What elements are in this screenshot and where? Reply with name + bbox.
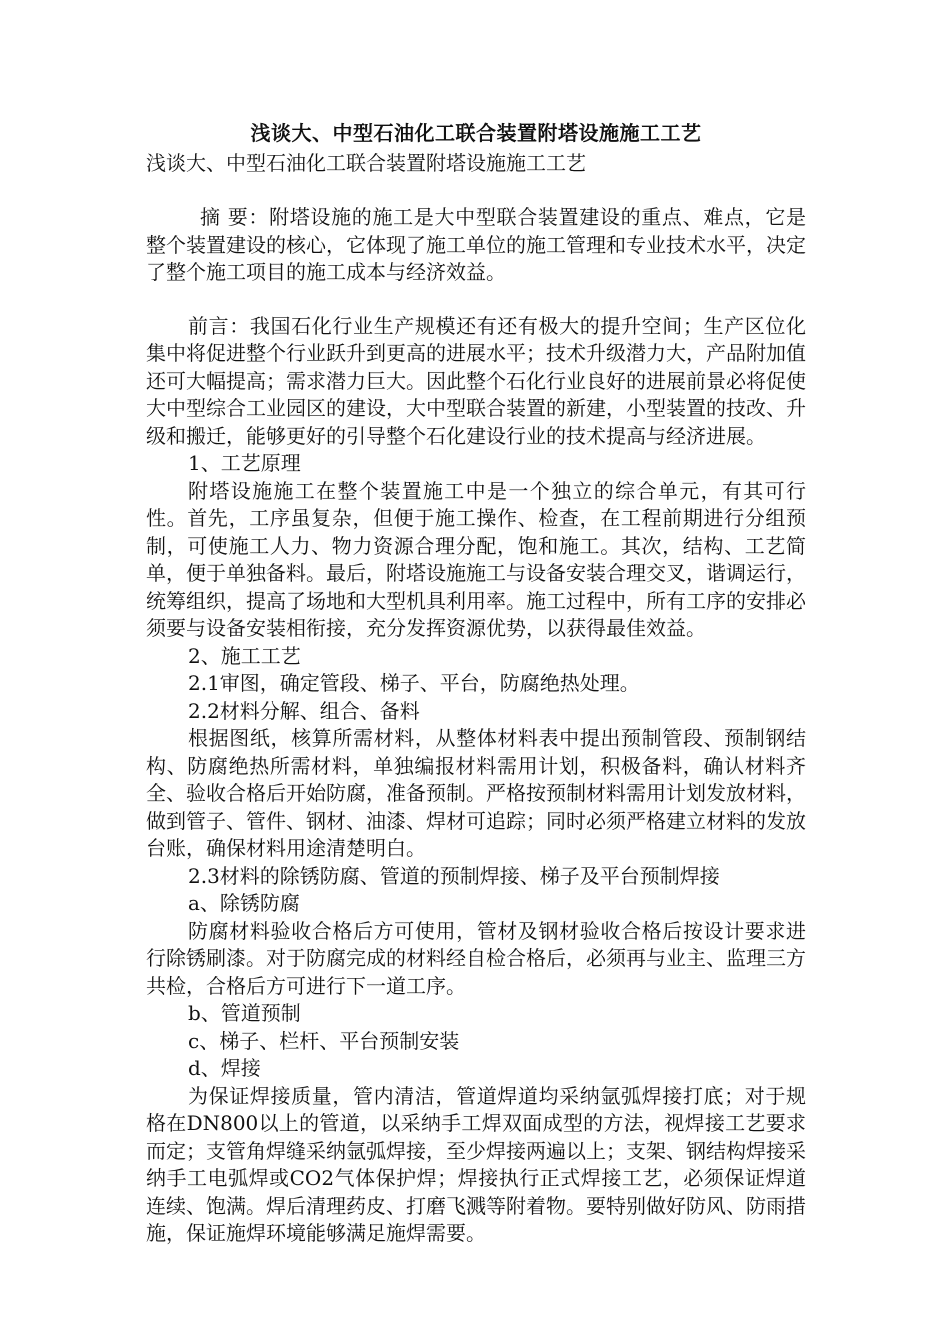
section-heading-principle: 1、工艺原理 [188, 451, 301, 475]
abstract-paragraph: 摘 要：附塔设施的施工是大中型联合装置建设的重点、难点，它是整个装置建设的核心，它体现了施工单位的施工管理和专业技术水平，决定了整个施工项目的施工成本与经济效益。 [146, 205, 806, 284]
item-d-heading: d、焊接 [188, 1056, 261, 1080]
principle-paragraph: 附塔设施施工在整个装置施工中是一个独立的综合单元，有其可行性。首先，工序虽复杂，但便于施工操作、检查，在工程前期进行分组预制，可使施工人力、物力资源合理分配，饱和施工。其次，结构、工艺简单，便于单独备料。最后，附塔设施施工与设备安装合理交叉，谐调运行，统筹组织，提高了场地和大型机具利用率。施工过程中，所有工序的安排必须要与设备安装相衔接，充分发挥资源优势，以获得最佳效益。 [146, 478, 806, 640]
section-heading-process: 2、施工工艺 [188, 643, 301, 668]
document-title: 浅谈大、中型石油化工联合装置附塔设施施工工艺 [250, 121, 702, 145]
subsection-2-2: 2.2材料分解、组合、备料 [188, 698, 420, 723]
document-subtitle: 浅谈大、中型石油化工联合装置附塔设施施工工艺 [146, 151, 586, 175]
anticorrosion-paragraph: 防腐材料验收合格后方可使用，管材及钢材验收合格后按设计要求进行除锈刷漆。对于防腐完成的材料经自检合格后，必须再与业主、监理三方共检，合格后方可进行下一道工序。 [146, 918, 806, 998]
item-a-heading: a、除锈防腐 [188, 891, 300, 915]
subsection-2-3: 2.3材料的除锈防腐、管道的预制焊接、梯子及平台预制焊接 [188, 863, 720, 888]
document-page [146, 118, 806, 1248]
welding-paragraph: 为保证焊接质量，管内清洁，管道焊道均采纳氩弧焊接打底；对于规格在DN800以上的管道，以采纳手工焊双面成型的方法，视焊接工艺要求而定；支管角焊缝采纳氩弧焊接，至少焊接两遍以上；支架、钢结构焊接采纳手工电弧焊或CO2气体保护焊；焊接执行正式焊接工艺，必须保证焊道连续、饱满。焊后清理药皮、打磨飞溅等附着物。要特别做好防风、防雨措施，保证施焊环境能够满足施焊需要。 [146, 1083, 806, 1245]
item-b-heading: b、管道预制 [188, 1001, 301, 1025]
item-c-heading: c、梯子、栏杆、平台预制安装 [188, 1028, 460, 1053]
intro-paragraph: 前言：我国石化行业生产规模还有还有极大的提升空间；生产区位化集中将促进整个行业跃升到更高的进展水平；技术升级潜力大，产品附加值还可大幅提高；需求潜力巨大。因此整个石化行业良好的进展前景必将促使大中型综合工业园区的建设，大中型联合装置的新建，小型装置的技改、升级和搬迁，能够更好的引导整个石化建设行业的技术提高与经济进展。 [146, 313, 806, 448]
subsection-2-1: 2.1审图，确定管段、梯子、平台，防腐绝热处理。 [188, 671, 640, 695]
spacer [146, 178, 806, 204]
spacer [146, 287, 806, 313]
materials-paragraph: 根据图纸，核算所需材料，从整体材料表中提出预制管段、预制钢结构、防腐绝热所需材料，单独编报材料需用计划，积极备料，确认材料齐全、验收合格后开始防腐，准备预制。严格按预制材料需用计划发放材料，做到管子、管件、钢材、油漆、焊材可追踪；同时必须严格建立材料的发放台账，确保材料用途清楚明白。 [146, 726, 806, 860]
